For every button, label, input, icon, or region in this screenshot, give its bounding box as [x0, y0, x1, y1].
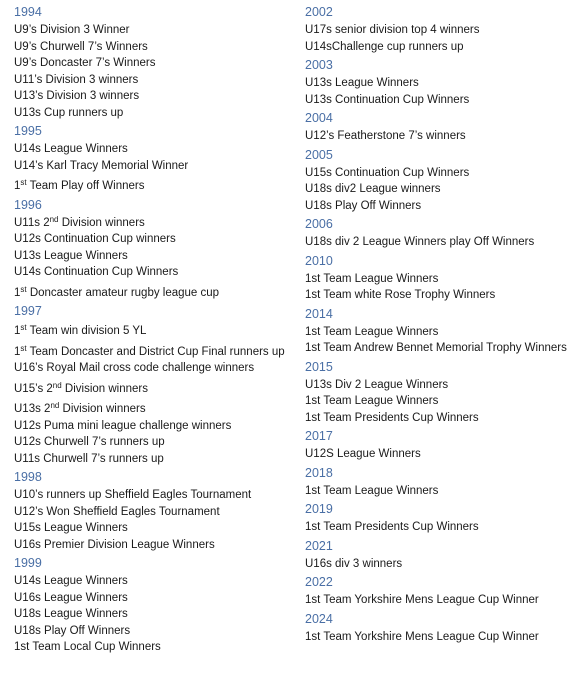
- honour-item: 1st Team League Winners: [305, 484, 439, 497]
- ordinal-suffix: nd: [50, 401, 60, 410]
- honour-item: 1st Team League Winners: [305, 272, 439, 285]
- year-heading: 2014: [305, 306, 333, 321]
- year-heading: 2015: [305, 359, 333, 374]
- honour-item: U12s Continuation Cup winners: [14, 233, 176, 245]
- year-heading: 2010: [305, 253, 333, 268]
- ordinal-suffix: nd: [49, 214, 59, 224]
- honour-item: U18s Play Off Winners: [305, 199, 422, 212]
- year-heading: 2022: [305, 575, 333, 589]
- honour-item: U11s Churwell 7’s runners up: [14, 452, 164, 465]
- honour-item: 1st Team Presidents Cup Winners: [305, 411, 479, 424]
- honour-item: U9’s Churwell 7’s Winners: [14, 40, 148, 53]
- year-heading: 2017: [305, 429, 333, 443]
- honour-item: U14s League Winners: [14, 143, 128, 155]
- honour-item: U16s Premier Division League Winners: [14, 538, 215, 551]
- honour-item: U13s 2nd Division winners: [14, 401, 146, 415]
- ordinal-suffix: st: [20, 284, 27, 294]
- year-heading: 1997: [14, 304, 42, 318]
- honour-item: U11s 2nd Division winners: [14, 214, 145, 229]
- honour-item: U12s Churwell 7’s runners up: [14, 436, 165, 448]
- honour-item: U16’s Royal Mail cross code challenge winners: [14, 362, 255, 374]
- honour-item: U18s div 2 League Winners play Off Winners: [305, 236, 535, 248]
- honour-item: U12’s Won Sheffield Eagles Tournament: [14, 505, 220, 518]
- honour-item: U13s League Winners: [14, 249, 128, 262]
- honour-item: U14’s Karl Tracy Memorial Winner: [14, 159, 189, 172]
- ordinal-suffix: st: [20, 343, 27, 353]
- year-heading: 2003: [305, 58, 333, 72]
- honour-item: U18s League Winners: [14, 608, 128, 620]
- year-heading: 1995: [14, 124, 42, 138]
- year-heading: 1999: [14, 556, 42, 570]
- honours-column-right: [305, 2, 567, 645]
- honour-item: U12S League Winners: [305, 448, 421, 460]
- honour-item: 1st Team Doncaster and District Cup Final runners up: [14, 343, 285, 358]
- year-heading: 2024: [305, 611, 333, 626]
- honour-item: U15s League Winners: [14, 522, 128, 534]
- honour-item: U15’s 2nd Division winners: [14, 380, 148, 395]
- honour-item: U13s Div 2 League Winners: [305, 378, 449, 391]
- ordinal-suffix: nd: [52, 380, 62, 390]
- honour-item: 1st Team Yorkshire Mens League Cup Winner: [305, 630, 539, 643]
- honour-item: 1st Team Andrew Bennet Memorial Trophy Winners: [305, 342, 567, 354]
- honours-column-left: [14, 2, 294, 656]
- year-heading: 2005: [305, 147, 333, 162]
- honour-item: U9’s Doncaster 7’s Winners: [14, 57, 156, 69]
- honour-item: 1st Team Play off Winners: [14, 178, 145, 192]
- honour-item: U16s div 3 winners: [305, 557, 403, 570]
- year-heading: 2021: [305, 538, 333, 553]
- honour-item: U11’s Division 3 winners: [14, 73, 139, 86]
- honour-item: U18s Play Off Winners: [14, 624, 131, 637]
- year-heading: 2018: [305, 465, 333, 480]
- honour-item: U12s Puma mini league challenge winners: [14, 419, 232, 432]
- honour-item: U13’s Division 3 winners: [14, 90, 140, 102]
- honour-item: U10’s runners up Sheffield Eagles Tournament: [14, 489, 252, 501]
- honour-item: U14sChallenge cup runners up: [305, 40, 464, 53]
- honour-item: 1st Team League Winners: [305, 325, 439, 338]
- honour-item: 1st Team win division 5 YL: [14, 323, 147, 337]
- honour-item: 1st Team Presidents Cup Winners: [305, 521, 479, 533]
- year-heading: 2019: [305, 502, 333, 516]
- ordinal-suffix: st: [20, 323, 27, 332]
- year-heading: 2006: [305, 217, 333, 231]
- honour-item: U13s Continuation Cup Winners: [305, 93, 470, 106]
- honour-item: 1st Team white Rose Trophy Winners: [305, 289, 496, 301]
- honour-item: U9’s Division 3 Winner: [14, 24, 130, 36]
- honour-item: U15s Continuation Cup Winners: [305, 166, 470, 179]
- honour-item: U16s League Winners: [14, 591, 128, 604]
- honour-item: 1st Doncaster amateur rugby league cup: [14, 284, 220, 299]
- year-heading: 2002: [305, 5, 333, 19]
- honour-item: 1st Team League Winners: [305, 395, 439, 407]
- year-heading: 2004: [305, 111, 333, 125]
- ordinal-suffix: st: [20, 178, 27, 187]
- honour-item: U14s League Winners: [14, 575, 128, 587]
- honour-item: 1st Team Yorkshire Mens League Cup Winner: [305, 594, 539, 606]
- honour-item: U12’s Featherstone 7’s winners: [305, 130, 466, 142]
- honour-item: U18s div2 League winners: [305, 183, 441, 195]
- year-heading: 1996: [14, 197, 42, 212]
- year-heading: 1994: [14, 5, 42, 19]
- honour-item: U13s League Winners: [305, 77, 419, 89]
- year-heading: 1998: [14, 470, 42, 484]
- honour-item: 1st Team Local Cup Winners: [14, 641, 161, 653]
- honour-item: U13s Cup runners up: [14, 106, 124, 119]
- honour-item: U14s Continuation Cup Winners: [14, 266, 179, 278]
- honour-item: U17s senior division top 4 winners: [305, 24, 480, 36]
